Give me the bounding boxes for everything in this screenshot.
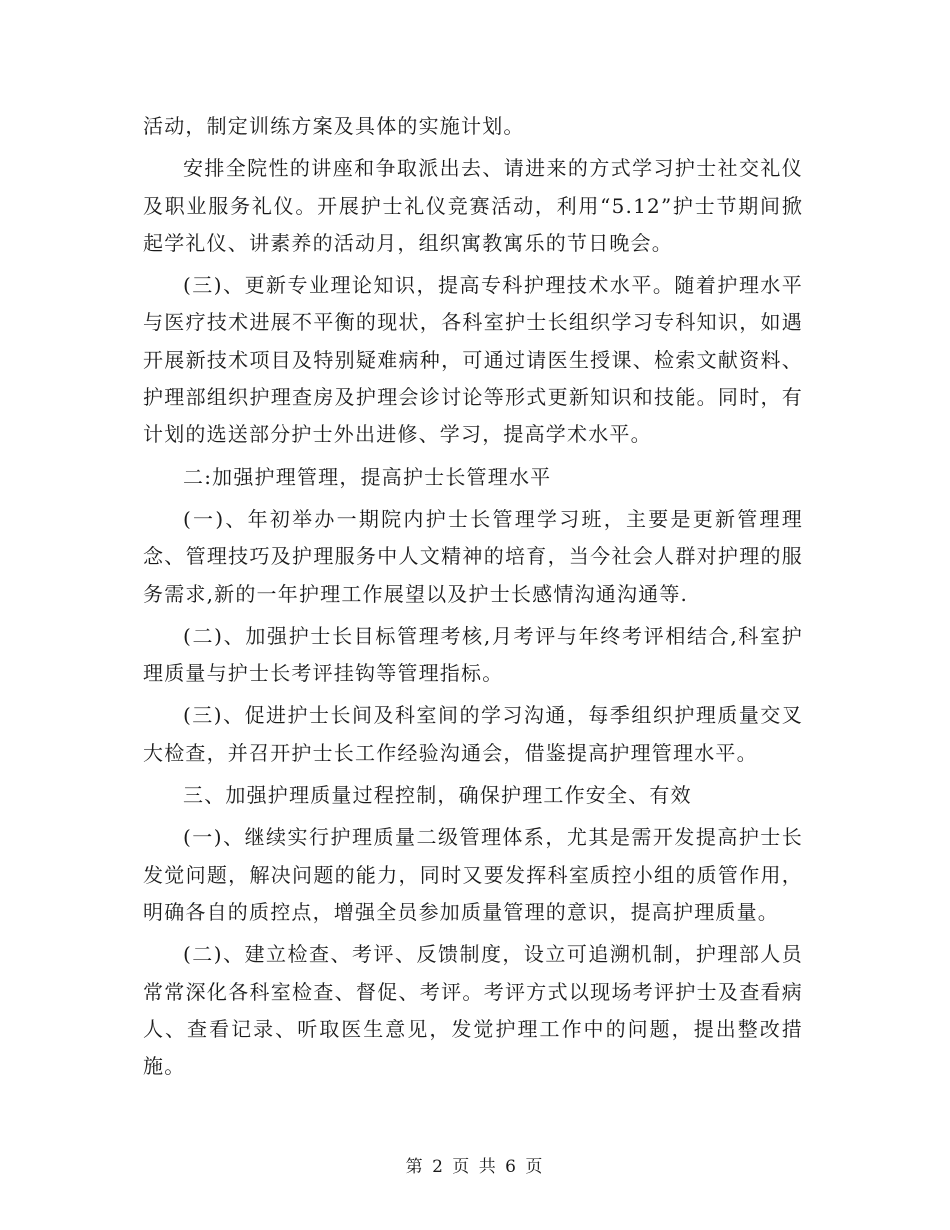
paragraph-inspection-system: (二)、建立检查、考评、反馈制度，设立可追溯机制，护理部人员常常深化各科室检查、督促、考评。考评方式以现场考评护士及查看病人、查看记录、听取医生意见，发觉护理工作中的问题，提出整改措施。: [143, 942, 803, 1079]
page-number: 第 2 页 共 6 页: [405, 1157, 545, 1177]
section-heading-quality-control: 三、加强护理质量过程控制，确保护理工作安全、有效: [183, 783, 692, 808]
paragraph-target-management: (二)、加强护士长目标管理考核,月考评与年终考评相结合,科室护理质量与护士长考评挂钩等管理指标。: [143, 623, 803, 686]
document-body: [143, 108, 803, 1090]
paragraph-specialty-knowledge: (三)、更新专业理论知识，提高专科护理技术水平。随着护理水平与医疗技术进展不平衡的现状，各科室护士长组织学习专科知识，如遇开展新技术项目及特别疑难病种，可通过请医生授课、检索文献资料、护理部组织护理查房及护理会诊讨论等形式更新知识和技能。同时，有计划的选送部分护士外出进修、学习，提高学术水平。: [143, 273, 803, 447]
paragraph-etiquette-training: 安排全院性的讲座和争取派出去、请进来的方式学习护士社交礼仪及职业服务礼仪。开展护士礼仪竞赛活动，利用“5.12”护士节期间掀起学礼仪、讲素养的活动月，组织寓教寓乐的节日晚会。: [143, 156, 803, 255]
paragraph-head-nurse-training: (一)、年初举办一期院内护士长管理学习班，主要是更新管理理念、管理技巧及护理服务中人文精神的培育，当今社会人群对护理的服务需求,新的一年护理工作展望以及护士长感情沟通沟通等.: [143, 506, 803, 606]
paragraph-communication: (三)、促进护士长间及科室间的学习沟通，每季组织护理质量交叉大检查，并召开护士长工作经验沟通会，借鉴提高护理管理水平。: [143, 703, 803, 765]
section-heading-management: 二:加强护理管理，提高护士长管理水平: [183, 464, 552, 489]
page-footer: [0, 1152, 950, 1177]
paragraph-continuation: 活动，制定训练方案及具体的实施计划。: [143, 114, 525, 138]
paragraph-quality-system: (一)、继续实行护理质量二级管理体系，尤其是需开发提高护士长发觉问题，解决问题的能力，同时又要发挥科室质控小组的质管作用，明确各自的质控点，增强全员参加质量管理的意识，提高护理质量。: [143, 825, 803, 924]
